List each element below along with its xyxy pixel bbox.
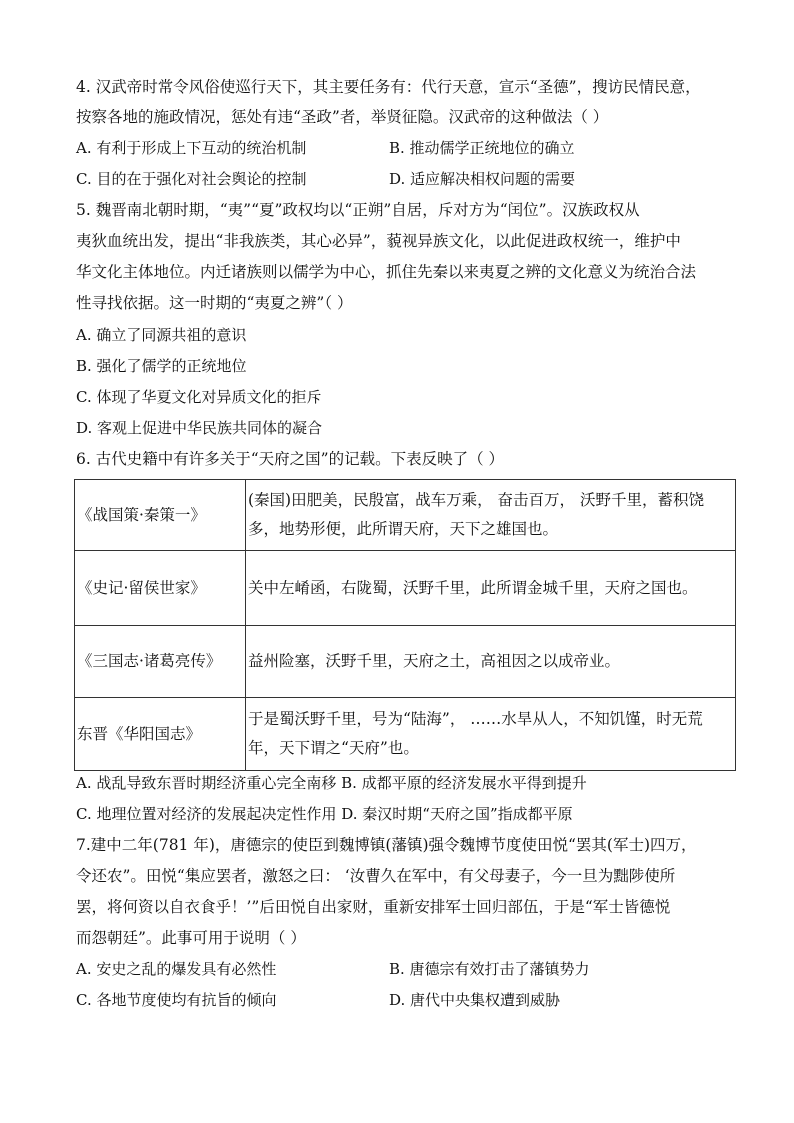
table-row bbox=[75, 551, 736, 626]
q5-stem-line-3: 华文化主体地位。内迁诸族则以儒学为中心，抓住先秦以来夷夏之辨的文化意义为统治合法 bbox=[76, 263, 697, 281]
table-row bbox=[75, 626, 736, 698]
table-text-line: (秦国)田肥美，民殷富，战车万乘， 奋击百万， 沃野千里，蓄积饶 bbox=[248, 491, 704, 509]
table-source-cell: 《三国志·诸葛亮传》 bbox=[75, 626, 246, 698]
q7-stem-line-1: 7.建中二年(781 年)，唐德宗的使臣到魏博镇(藩镇)强令魏博节度使田悦“罢其(军士)四万， bbox=[76, 836, 697, 854]
table-source-cell: 《战国策·秦策一》 bbox=[75, 480, 246, 551]
table-source-cell: 《史记·留侯世家》 bbox=[75, 551, 246, 626]
table-text-line: 多，地势形便，此所谓天府，天下之雄国也。 bbox=[248, 520, 559, 538]
table-text-line: 益州险塞，沃野千里，天府之土，高祖因之以成帝业。 bbox=[248, 652, 621, 670]
table-text-line: 年，天下谓之“天府”也。 bbox=[248, 739, 419, 757]
table-row bbox=[75, 480, 736, 551]
q5-stem-line-4: 性寻找依据。这一时期的“夷夏之辨”（ ） bbox=[76, 294, 353, 312]
q6-options-line-2[interactable]: C. 地理位置对经济的发展起决定性作用 D. 秦汉时期“天府之国”指成都平原 bbox=[76, 805, 573, 823]
table-row bbox=[75, 698, 736, 771]
q6-options-line-1[interactable]: A. 战乱导致东晋时期经济重心完全南移 B. 成都平原的经济发展水平得到提升 bbox=[76, 774, 587, 792]
q4-option-a[interactable]: A. 有利于形成上下互动的统治机制 bbox=[76, 139, 307, 157]
q5-option-c[interactable]: C. 体现了华夏文化对异质文化的拒斥 bbox=[76, 388, 322, 406]
q7-option-a[interactable]: A. 安史之乱的爆发具有必然性 bbox=[76, 960, 277, 978]
q5-option-d[interactable]: D. 客观上促进中华民族共同体的凝合 bbox=[76, 419, 323, 437]
q7-option-c[interactable]: C. 各地节度使均有抗旨的倾向 bbox=[76, 991, 277, 1009]
q7-stem-line-2: 令还农”。田悦“集应罢者，激怒之曰： ‘汝曹久在军中，有父母妻子，今一旦为黜陟使所 bbox=[76, 867, 676, 885]
table-text-cell bbox=[246, 626, 736, 698]
q5-option-a[interactable]: A. 确立了同源共祖的意识 bbox=[76, 326, 247, 344]
q4-option-c[interactable]: C. 目的在于强化对社会舆论的控制 bbox=[76, 170, 307, 188]
q4-stem-line-2: 按察各地的施政情况，惩处有违“圣政”者，举贤征隐。汉武帝的这种做法（ ） bbox=[76, 108, 609, 126]
q7-stem-line-4: 而怨朝廷”。此事可用于说明（ ） bbox=[76, 929, 306, 947]
q4-option-d[interactable]: D. 适应解决相权问题的需要 bbox=[389, 170, 576, 188]
table-text-line: 关中左崤函，右陇蜀，沃野千里，此所谓金城千里，天府之国也。 bbox=[248, 578, 698, 597]
q5-stem-line-2: 夷狄血统出发，提出“非我族类，其心必异”，藐视异族文化，以此促进政权统一，维护中 bbox=[76, 232, 681, 250]
q5-option-b[interactable]: B. 强化了儒学的正统地位 bbox=[76, 357, 247, 375]
source-table bbox=[74, 479, 736, 771]
q7-option-d[interactable]: D. 唐代中央集权遭到威胁 bbox=[389, 991, 561, 1009]
q4-option-b[interactable]: B. 推动儒学正统地位的确立 bbox=[389, 139, 575, 157]
table-text-cell bbox=[246, 698, 736, 771]
table-text-cell bbox=[246, 551, 736, 626]
q5-stem-line-1: 5. 魏晋南北朝时期，“夷”“夏”政权均以“正朔”自居，斥对方为“闰位”。汉族政权从 bbox=[76, 201, 640, 219]
table-text-line: 于是蜀沃野千里，号为“陆海”， ……水旱从人，不知饥馑，时无荒 bbox=[248, 710, 703, 728]
q6-stem: 6. 古代史籍中有许多关于“天府之国”的记载。下表反映了（ ） bbox=[76, 450, 504, 468]
q7-stem-line-3: 罢，将何资以自衣食乎！’”后田悦自出家财，重新安排军士回归部伍，于是“军士皆德悦 bbox=[76, 898, 671, 916]
q4-stem-line-1: 4. 汉武帝时常令风俗使巡行天下，其主要任务有：代行天意，宣示“圣德”，搜访民情民意， bbox=[76, 78, 701, 96]
table-source-cell: 东晋《华阳国志》 bbox=[75, 698, 246, 771]
table-text-cell bbox=[246, 480, 736, 551]
q7-option-b[interactable]: B. 唐德宗有效打击了藩镇势力 bbox=[389, 960, 590, 978]
